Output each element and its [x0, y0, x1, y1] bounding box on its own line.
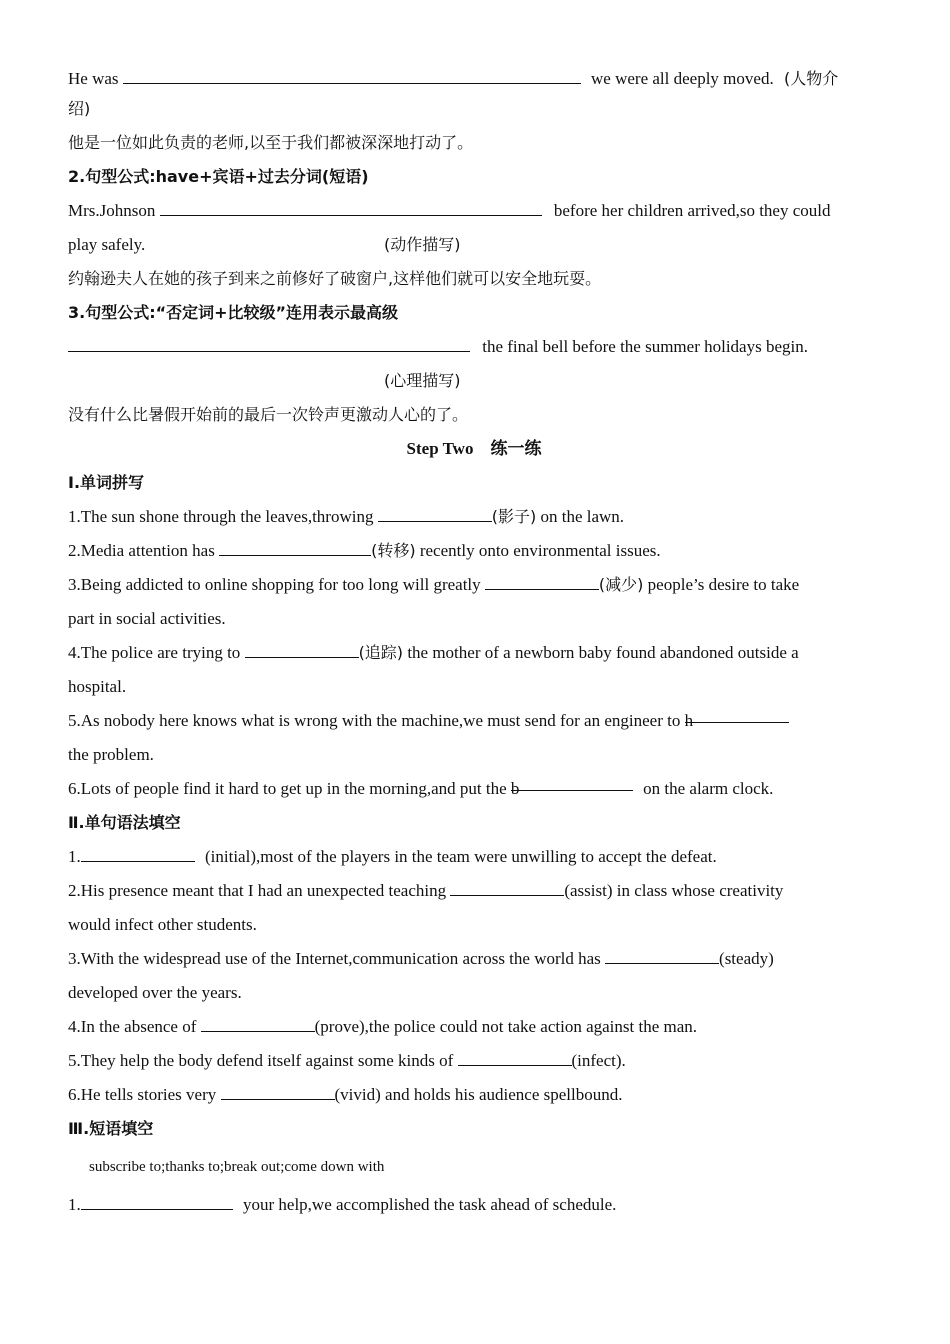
answer-blank[interactable] — [221, 1081, 335, 1100]
answer-blank[interactable] — [201, 1013, 315, 1032]
answer-blank[interactable] — [123, 65, 581, 84]
section-title-3: Ⅲ.短语填空 — [68, 1119, 154, 1138]
answer-blank[interactable] — [160, 197, 542, 216]
grammar-q5: 5.They help the body defend itself against some kinds of (infect). — [68, 1044, 880, 1078]
answer-blank[interactable] — [605, 945, 719, 964]
section-title-2: Ⅱ.单句语法填空 — [68, 813, 181, 832]
grammar-q4: 4.In the absence of (prove),the police could not take action against the man. — [68, 1010, 880, 1044]
answer-blank[interactable] — [81, 1191, 233, 1210]
answer-blank[interactable]: h — [685, 704, 789, 723]
chinese-translation: 没有什么比暑假开始前的最后一次铃声更激动人心的了。 — [68, 405, 469, 424]
example-line-2: Mrs.Johnson before her children arrived,so they could — [68, 194, 880, 228]
chinese-translation: 他是一位如此负责的老师,以至于我们都被深深地打动了。 — [68, 133, 474, 152]
spelling-q5-cont: the problem. — [68, 745, 154, 764]
answer-blank[interactable] — [219, 537, 371, 556]
answer-blank[interactable] — [245, 639, 359, 658]
example-line-3-note: (心理描写) — [384, 371, 461, 390]
answer-blank[interactable] — [68, 333, 470, 352]
example-line-1: He was we were all deeply moved. (人物介 — [68, 62, 880, 96]
answer-blank[interactable] — [450, 877, 564, 896]
grammar-q2-cont: would infect other students. — [68, 915, 257, 934]
spelling-q2: 2.Media attention has (转移) recently onto environmental issues. — [68, 534, 880, 568]
spelling-q3: 3.Being addicted to online shopping for too long will greatly (减少) people’s desire to take — [68, 568, 880, 602]
section-title-1: Ⅰ.单词拼写 — [68, 473, 145, 492]
answer-blank[interactable] — [458, 1047, 572, 1066]
chinese-translation: 约翰逊夫人在她的孩子到来之前修好了破窗户,这样他们就可以安全地玩耍。 — [68, 269, 602, 288]
example-line-2-cont: play safely. (动作描写) — [68, 235, 461, 254]
answer-blank[interactable] — [485, 571, 599, 590]
grammar-q3-cont: developed over the years. — [68, 983, 242, 1002]
example-line-3: the final bell before the summer holidays begin. — [68, 330, 880, 364]
spelling-q6: 6.Lots of people find it hard to get up in the morning,and put the b on the alarm clock. — [68, 772, 880, 806]
phrase-q1: 1. your help,we accomplished the task ahead of schedule. — [68, 1188, 880, 1222]
spelling-q4: 4.The police are trying to (追踪) the mother of a newborn baby found abandoned outside a — [68, 636, 880, 670]
spelling-q5: 5.As nobody here knows what is wrong with the machine,we must send for an engineer to h — [68, 704, 880, 738]
grammar-q1: 1. (initial),most of the players in the team were unwilling to accept the defeat. — [68, 840, 880, 874]
grammar-q3: 3.With the widespread use of the Internet,communication across the world has (steady) — [68, 942, 880, 976]
grammar-q2: 2.His presence meant that I had an unexpected teaching (assist) in class whose creativity — [68, 874, 880, 908]
note-continued: 绍) — [68, 99, 91, 118]
pattern-title: 3.句型公式:“否定词+比较级”连用表示最高级 — [68, 303, 399, 322]
grammar-q6: 6.He tells stories very (vivid) and holds his audience spellbound. — [68, 1078, 880, 1112]
pattern-title: 2.句型公式:have+宾语+过去分词(短语) — [68, 167, 369, 186]
document-page — [68, 62, 880, 1222]
spelling-q1: 1.The sun shone through the leaves,throwing (影子) on the lawn. — [68, 500, 880, 534]
step-title: Step Two 练一练 — [406, 439, 542, 458]
answer-blank[interactable] — [81, 843, 195, 862]
answer-blank[interactable]: b — [511, 772, 633, 791]
word-bank: subscribe to;thanks to;break out;come down with — [89, 1159, 385, 1175]
answer-blank[interactable] — [378, 503, 492, 522]
spelling-q4-cont: hospital. — [68, 677, 127, 696]
spelling-q3-cont: part in social activities. — [68, 609, 226, 628]
